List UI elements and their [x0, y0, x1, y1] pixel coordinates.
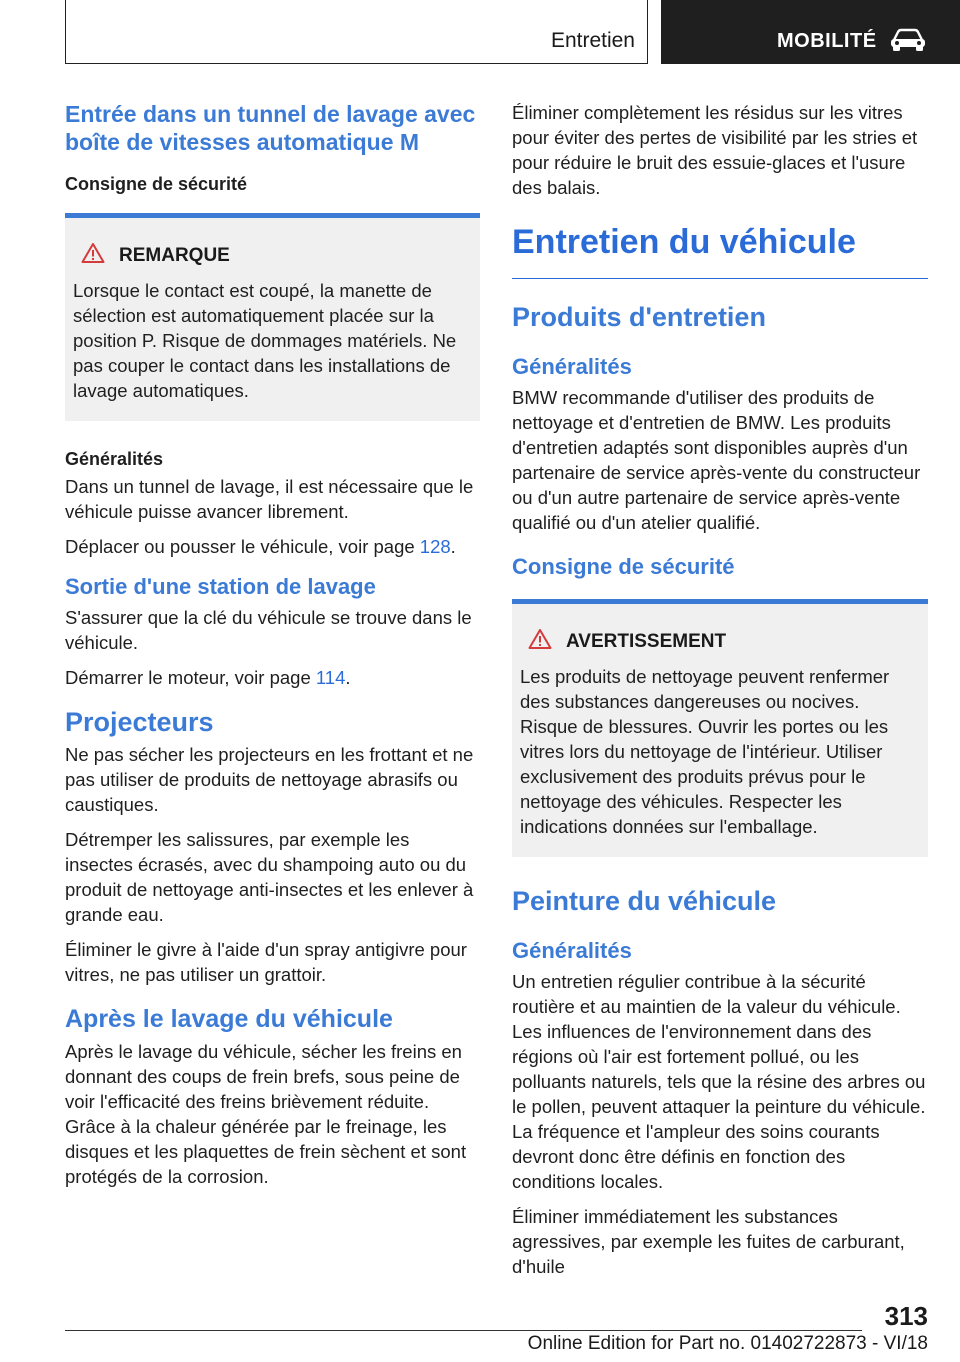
start-text: Démarrer le moteur, voir page	[65, 667, 311, 688]
projectors-paragraph-2: Détremper les salissures, par exemple les insectes écrasés, avec du shampoing auto ou du produit de nettoyage anti-insectes et les enlever à grande eau.	[65, 829, 474, 925]
paint-general-heading: Généralités	[512, 938, 632, 963]
exit-heading: Sortie d'une station de lavage	[65, 574, 376, 599]
safety-heading: Consigne de sécurité	[512, 554, 735, 579]
products-heading: Produits d'entretien	[512, 302, 766, 332]
header-category-tab[interactable]	[661, 0, 960, 64]
header-category-label: MOBILITÉ	[777, 30, 877, 52]
right-column	[512, 100, 928, 1289]
edition-text: Online Edition for Part no. 01402722873 - VI/18	[527, 1333, 928, 1354]
safety-label: Consigne de sécurité	[65, 174, 248, 194]
notice-text: Lorsque le contact est coupé, la manette de sélection est automatiquement placée sur la position P. Risque de dommages matériels. Ne pas couper le contact dans les installations de lavage automatiques.	[73, 280, 457, 401]
warning-triangle-icon	[528, 628, 552, 656]
exit-text: S'assurer que la clé du véhicule se trouve dans le véhicule.	[65, 607, 472, 653]
main-title: Entretien du véhicule	[512, 222, 928, 279]
tunnel-heading: Entrée dans un tunnel de lavage avec boîte de vitesses automatique M	[65, 101, 476, 155]
notice-box-remarque	[65, 213, 480, 421]
paint-text: Un entretien régulier contribue à la sécurité routière et au maintien de la valeur du véhicule. Les influences de l'environnement dans des régions où l'air est fortement pollué, ou les polluants naturels, tels que la résine des arbres ou le pollen, peuvent attaquer la peinture du véhicule. La fréquence et l'ampleur des soins courants devront donc être définis en fonction des conditions locales.	[512, 971, 926, 1192]
car-icon	[889, 28, 927, 57]
page-link-114[interactable]: 114	[315, 667, 346, 688]
general-text: Dans un tunnel de lavage, il est nécessaire que le véhicule puisse avancer librement.	[65, 476, 474, 522]
after-wash-paragraph: Après le lavage du véhicule, sécher les freins en donnant des coups de frein brefs, sous peine de voir l'efficacité des freins brièvement réduite. Grâce à la chaleur générée par le freinage, les disques et les plaquettes de frein sèchent et sont protégés de la corrosion.	[65, 1041, 467, 1187]
notice-title: AVERTISSEMENT	[566, 631, 727, 652]
page-number: 313	[884, 1301, 928, 1331]
general-label: Généralités	[65, 449, 164, 469]
header-section-box	[65, 0, 648, 64]
general-heading: Généralités	[512, 354, 632, 379]
general-text-right: BMW recommande d'utiliser des produits de nettoyage et d'entretien de BMW. Les produits d'entretien adaptés sont disponibles auprès d'un partenaire de service après-vente du constructeur ou d'un autre partenaire de service après-vente qualifié ou d'un atelier qualifié.	[512, 387, 921, 533]
start-paragraph: Démarrer le moteur, voir page 114.	[65, 667, 351, 688]
projectors-paragraph-1: Ne pas sécher les projecteurs en les frottant et ne pas utiliser de produits de nettoyage abrasifs ou caustiques.	[65, 744, 474, 815]
paint-text-2: Éliminer immédiatement les substances agressives, par exemple les fuites de carburant, d'huile	[512, 1206, 905, 1277]
move-text: Déplacer ou pousser le véhicule, voir page	[65, 536, 415, 557]
paint-heading: Peinture du véhicule	[512, 886, 777, 916]
notice-title: REMARQUE	[119, 245, 230, 266]
after-wash-heading: Après le lavage du véhicule	[65, 1005, 393, 1033]
header-section-title: Entretien	[550, 29, 635, 52]
page-link-128[interactable]: 128	[419, 536, 451, 557]
left-column	[65, 100, 480, 1199]
notice-text: Les produits de nettoyage peuvent renfermer des substances dangereuses ou nocives. Risque de blessures. Ouvrir les portes ou les vitres lors du nettoyage de l'intérieur. Utiliser exclusivement des produits prévus pour le nettoyage des véhicules. Respecter les indications données sur l'emballage.	[520, 666, 890, 837]
projectors-paragraph-3: Éliminer le givre à l'aide d'un spray antigivre pour vitres, ne pas utiliser un grattoir.	[65, 939, 467, 985]
intro-text: Éliminer complètement les résidus sur les vitres pour éviter des pertes de visibilité par les stries et pour réduire le bruit des essuie-glaces et l'usure des balais.	[512, 102, 918, 198]
notice-box-avertissement	[512, 599, 928, 857]
warning-triangle-icon	[81, 242, 105, 270]
projectors-heading: Projecteurs	[65, 707, 214, 737]
move-paragraph: Déplacer ou pousser le véhicule, voir page 128.	[65, 536, 456, 557]
footer-divider	[65, 1330, 862, 1331]
